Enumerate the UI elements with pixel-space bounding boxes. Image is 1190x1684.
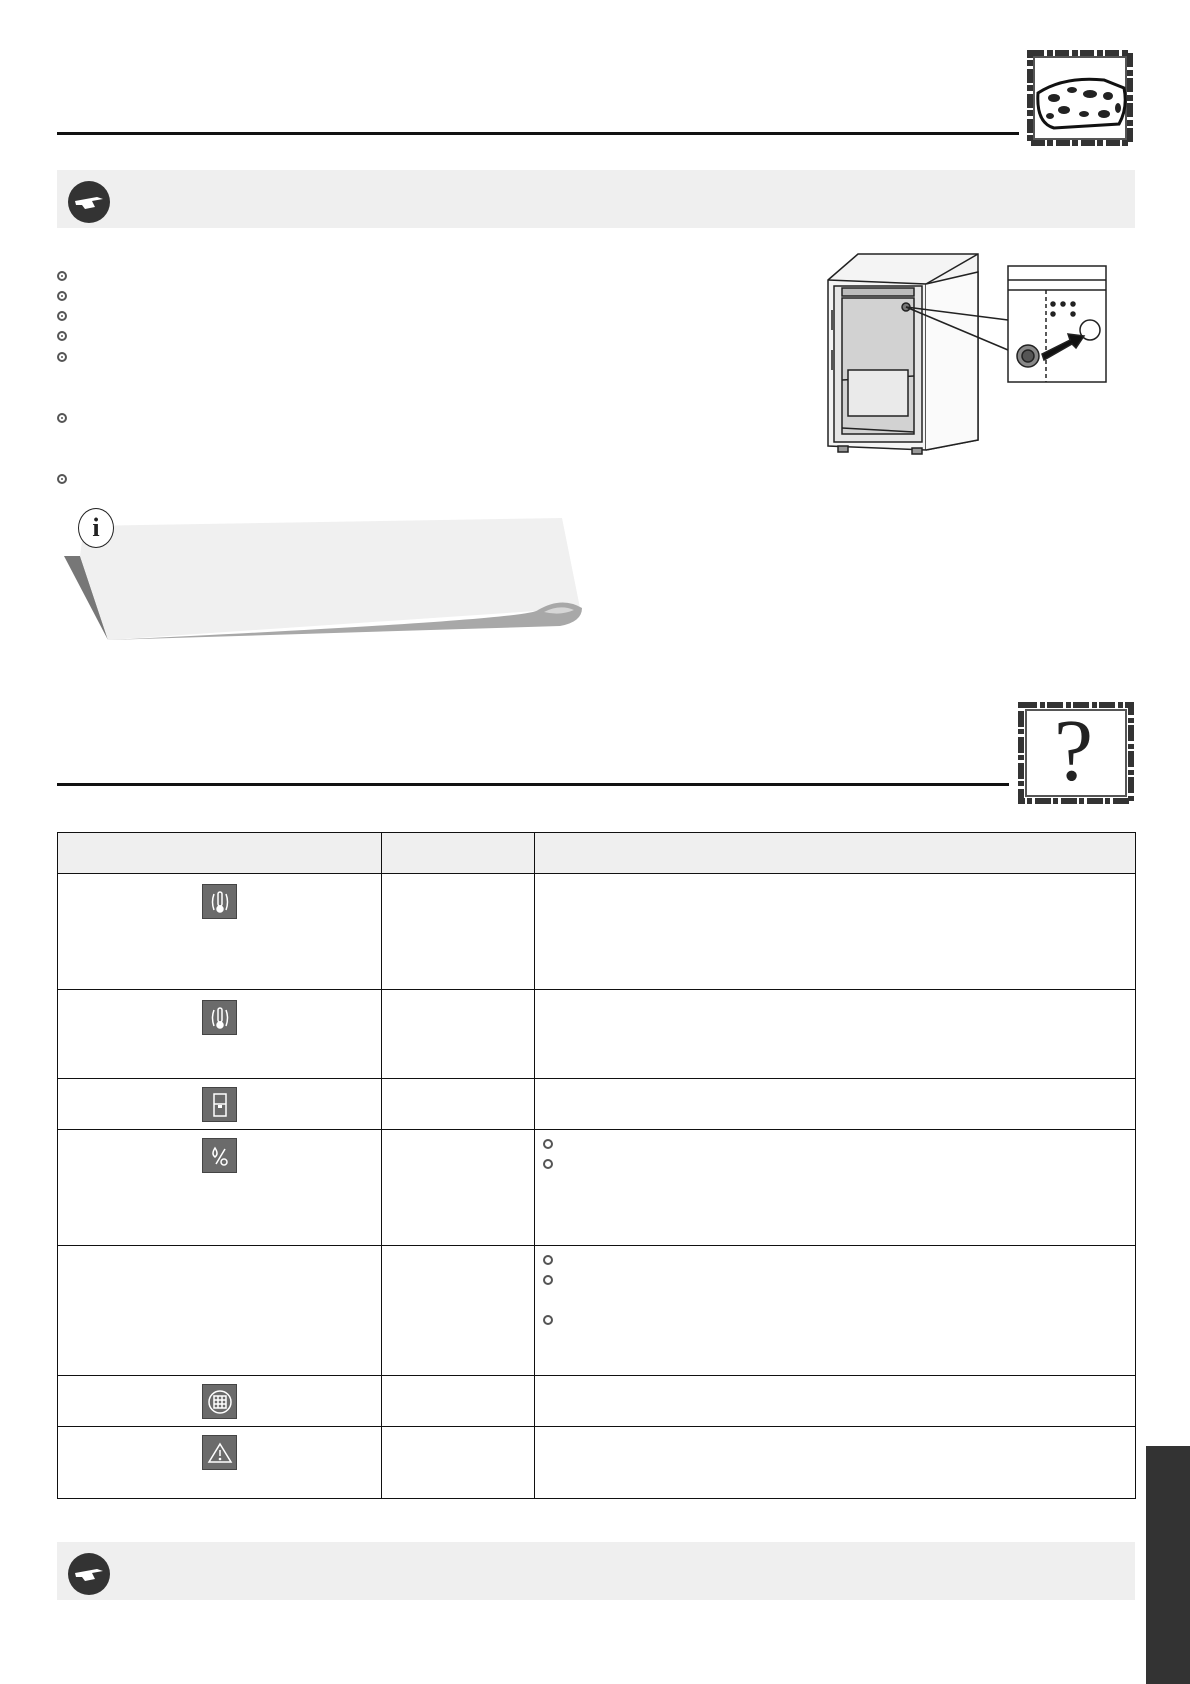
table-row [58,990,1136,1079]
cause-cell [382,1079,535,1130]
list-item [543,1272,1135,1312]
bullet-marker [57,474,67,484]
table-row [58,874,1136,990]
table-row [58,1376,1136,1427]
problem-cell [58,990,382,1079]
humidity-icon [202,1138,237,1173]
bullet-marker [543,1255,553,1265]
remedy-cell [535,1427,1136,1499]
troubleshooting-table [57,832,1136,1499]
column-header [382,833,535,874]
tip-bar-troubleshooting [57,1542,1135,1600]
cause-cell [382,1130,535,1246]
bullet-marker [543,1315,553,1325]
table-row [58,1079,1136,1130]
sponge-icon [1024,48,1136,148]
remedy-cell [535,1246,1136,1376]
info-icon [78,508,114,548]
list-item [543,1136,1135,1156]
bullet-marker [543,1159,553,1169]
thermometer-icon [202,884,237,919]
info-label: i [92,513,100,542]
warning-icon [202,1435,237,1470]
table-row [58,1427,1136,1499]
remedy-cell [535,874,1136,990]
list-item [543,1312,1135,1332]
bullet-marker [57,413,67,423]
problem-cell [58,1246,382,1376]
cause-cell [382,1246,535,1376]
cause-cell [382,990,535,1079]
remedy-cell [535,1079,1136,1130]
pointing-hand-icon [67,1552,111,1596]
appliance-illustration [808,250,1110,460]
pointing-hand-icon [67,180,111,224]
question-mark-glyph: ? [1054,703,1094,800]
question-mark-icon [1016,700,1136,806]
bullet-marker [57,291,67,301]
bullet-marker [57,352,67,362]
section-rule-top [57,132,1019,135]
table-row [58,1130,1136,1246]
cause-cell [382,1427,535,1499]
cause-cell [382,1376,535,1427]
problem-cell [58,1376,382,1427]
bullet-marker [543,1275,553,1285]
remedy-cell [535,990,1136,1079]
bullet-marker [57,311,67,321]
door-icon [202,1087,237,1122]
table-header-row [58,833,1136,874]
remedy-cell [535,1376,1136,1427]
list-item [543,1252,1135,1272]
bullet-marker [543,1139,553,1149]
list-item [543,1156,1135,1176]
section-rule-bottom [57,783,1009,786]
remedy-cell [535,1130,1136,1246]
bullet-marker [57,271,67,281]
problem-cell [58,1079,382,1130]
grid-icon [202,1384,237,1419]
column-header [535,833,1136,874]
bullet-marker [57,331,67,341]
problem-cell [58,1427,382,1499]
info-note [60,512,588,644]
tip-bar-cleaning [57,170,1135,228]
problem-cell [58,1130,382,1246]
side-thumb-tab [1146,1446,1190,1684]
cause-cell [382,874,535,990]
column-header [58,833,382,874]
table-row [58,1246,1136,1376]
problem-cell [58,874,382,990]
thermometer-icon [202,1000,237,1035]
